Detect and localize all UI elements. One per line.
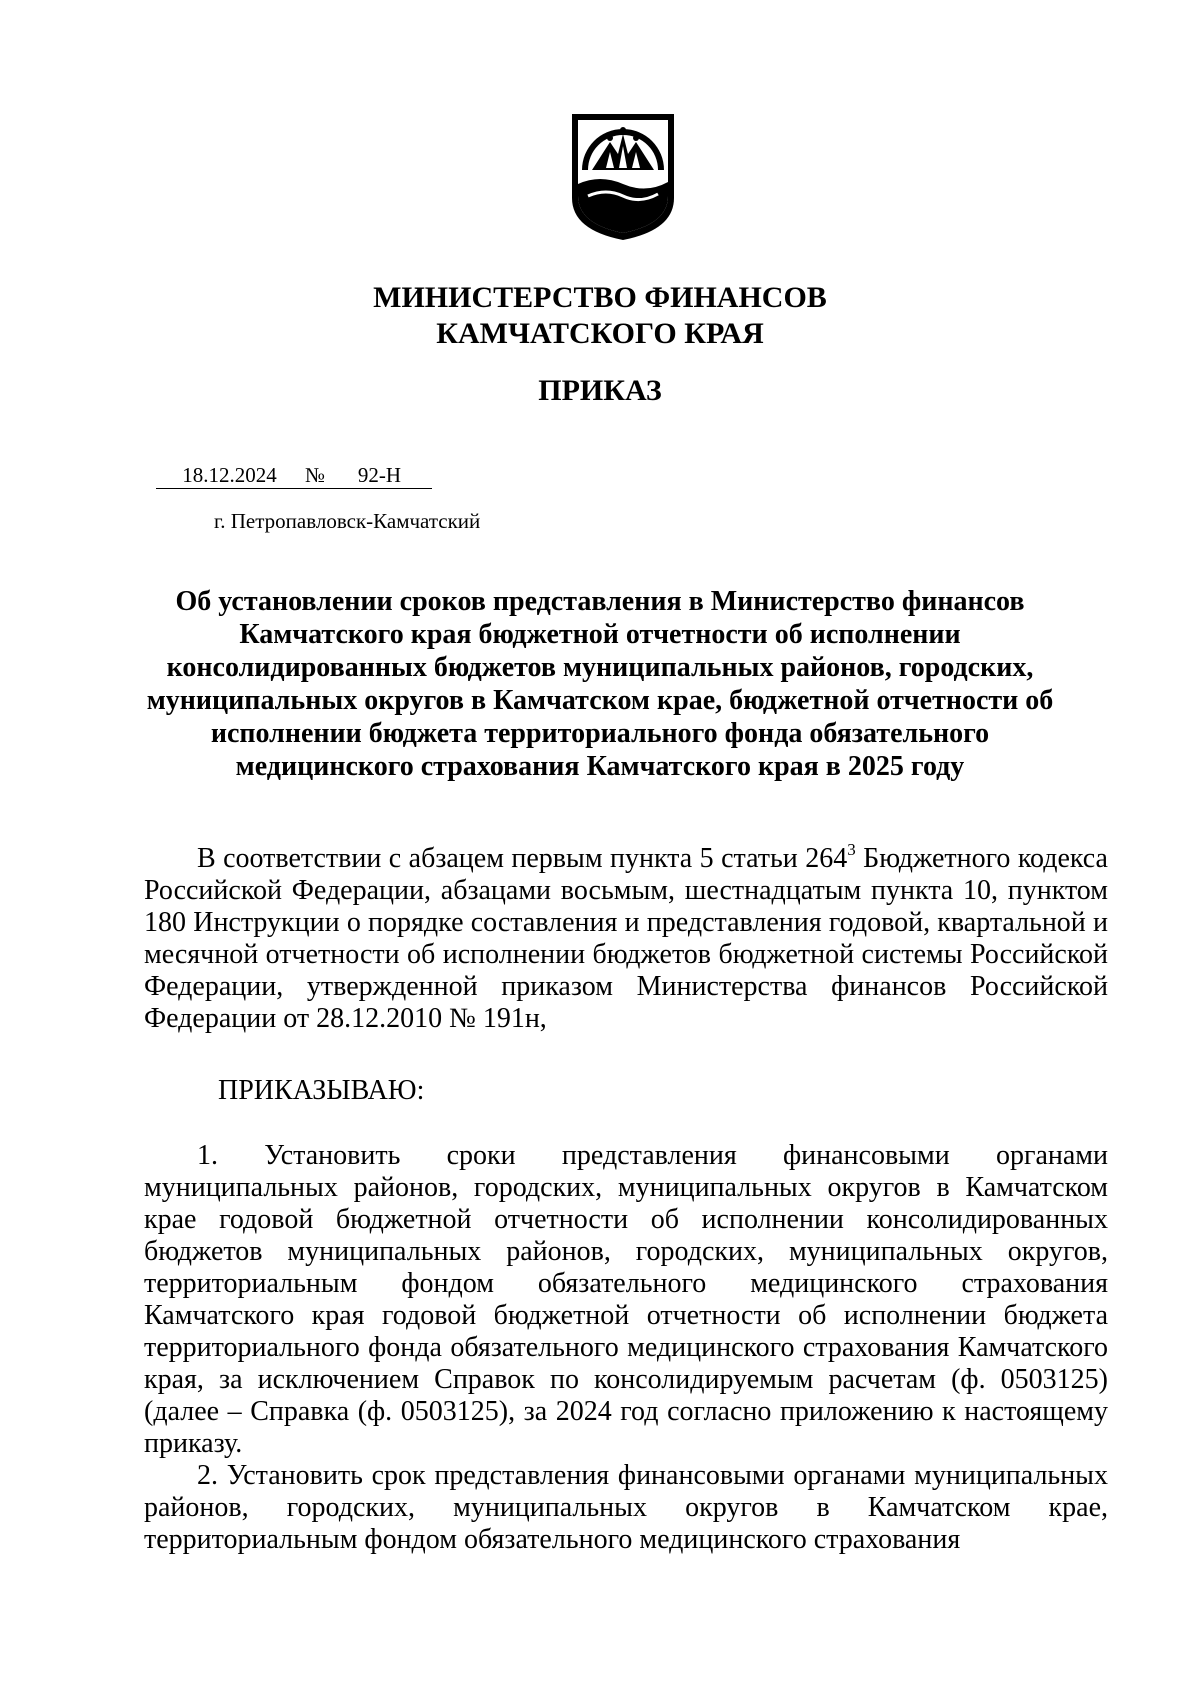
preamble-text-start: В соответствии с абзацем первым пункта 5 статьи 264 <box>197 843 848 874</box>
order-number: 92-Н <box>327 462 432 489</box>
ministry-name-line2: КАМЧАТСКОГО КРАЯ <box>436 317 764 350</box>
subject-line: медицинского страхования Камчатского края в 2025 году <box>235 751 965 782</box>
subject-line: Камчатского края бюджетной отчетности об исполнении <box>239 619 961 650</box>
order-subject <box>0 585 1200 783</box>
subject-line: исполнении бюджета территориального фонда обязательного <box>210 718 990 749</box>
preamble-paragraph <box>144 839 1108 1035</box>
order-item-1: 1. Установить сроки представления финансовыми органами муниципальных районов, городских, муниципальных округов в Камчатском крае годовой бюджетной отчетности об исполнении консолидированных бюджетов муниципальных районов, городских, муниципальных округов, территориальным фондом обязательного медицинского страхования Камчатского края годовой бюджетной отчетности об исполнении бюджета территориального фонда обязательного медицинского страхования Камчатского края, за исключением Справок по консолидируемым расчетам (ф. 0503125) (далее – Справка (ф. 0503125), за 2024 год согласно приложению к настоящему приказу. <box>144 1140 1108 1459</box>
order-directive-word: ПРИКАЗЫВАЮ: <box>218 1075 425 1106</box>
ministry-name <box>0 280 1200 352</box>
order-item-2: 2. Установить срок представления финансовыми органами муниципальных районов, городских, муниципальных округов в Камчатском крае, территориальным фондом обязательного медицинского страхования <box>144 1460 1108 1555</box>
city-name: г. Петропавловск-Камчатский <box>214 509 481 533</box>
order-number-sign: № <box>304 463 326 487</box>
subject-line: муниципальных округов в Камчатском крае, бюджетной отчетности об <box>146 685 1054 716</box>
document-type-title: ПРИКАЗ <box>538 374 662 407</box>
subject-line: Об установлении сроков представления в Министерство финансов <box>175 586 1025 617</box>
ministry-name-line1: МИНИСТЕРСТВО ФИНАНСОВ <box>373 281 827 314</box>
order-date: 18.12.2024 <box>156 462 303 489</box>
coat-of-arms-icon <box>570 112 676 242</box>
article-superscript: 3 <box>847 839 856 859</box>
order-items <box>144 1140 1108 1556</box>
subject-line: консолидированных бюджетов муниципальных районов, городских, <box>166 652 1034 683</box>
preamble-text-end: Бюджетного кодекса Российской Федерации, абзацами восьмым, шестнадцатым пункта 10, пунктом 180 Инструкции о порядке составления и представления годовой, квартальной и месячной отчетности об исполнении бюджетов бюджетной системы Российской Федерации, утвержденной приказом Министерства финансов Российской Федерации от 28.12.2010 № 191н, <box>144 843 1108 1034</box>
